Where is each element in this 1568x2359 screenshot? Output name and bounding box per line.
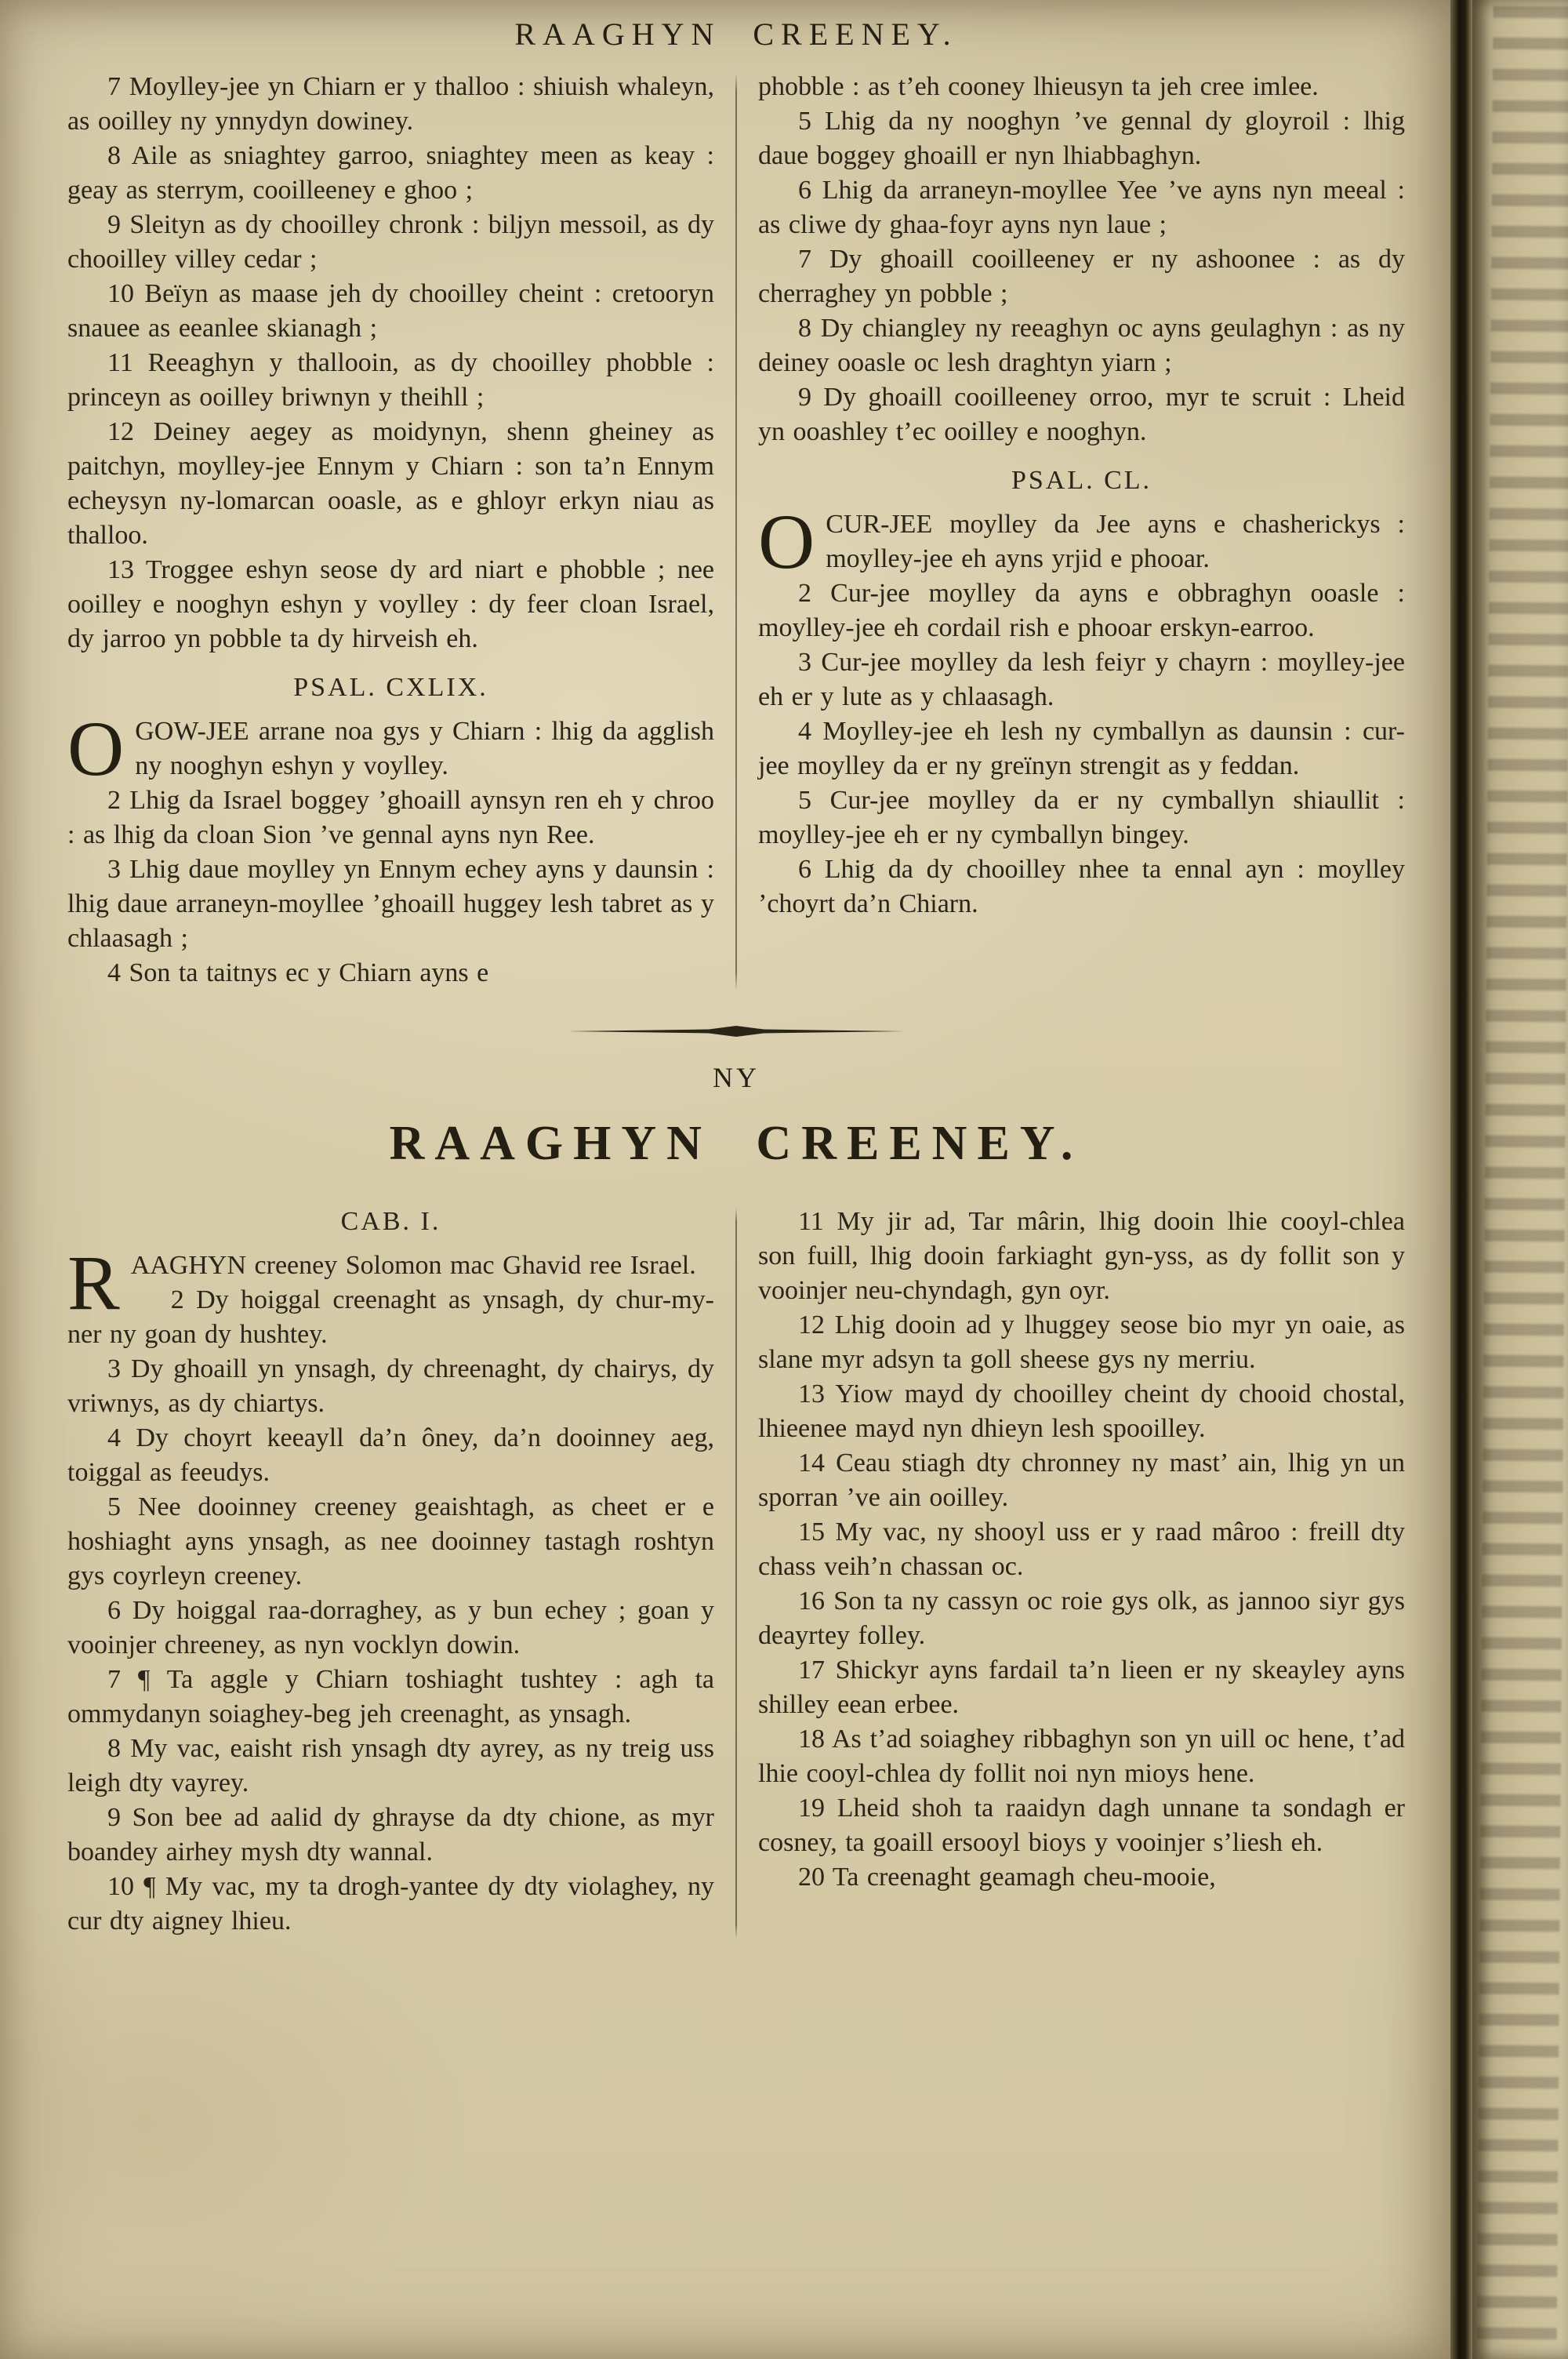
chapter-heading: CAB. I. — [340, 1207, 441, 1236]
verse: 12 Deiney aegey as moidynyn, shenn gheiney as paitchyn, moylley-jee Ennym y Chiarn : son ta’n Ennym echeysyn ny-lomarcan ooasle, as e ghloyr erkyn niau as thalloo. — [67, 417, 714, 550]
verse: 10 Beïyn as maase jeh dy chooilley cheint : cretooryn snauee as eeanlee skianagh ; — [67, 279, 714, 343]
verse: 3 Lhig daue moylley yn Ennym echey ayns y daunsin : lhig daue arraneyn-moyllee ’ghoaill huggey lesh tabret as y chlaasagh ; — [67, 855, 714, 953]
title-prefix: NY — [713, 1062, 760, 1093]
verse: 4 Son ta taitnys ec y Chiarn ayns e — [107, 958, 489, 987]
verse: 15 My vac, ny shooyl uss er y raad mâroo : freill dty chass veih’n chassan oc. — [758, 1518, 1405, 1581]
proverbs-right-column — [758, 1205, 1405, 1939]
drop-cap: R — [67, 1239, 120, 1326]
verse-continuation: phobble : as t’eh cooney lhieusyn ta jeh cree imlee. — [758, 72, 1319, 101]
verse: 4 Moylley-jee eh lesh ny cymballyn as daunsin : cur-jee moylley da er ny greïnyn strengit as y feddan. — [758, 717, 1405, 780]
verse: 8 Aile as sniaghtey garroo, sniaghtey meen as keay : geay as sterrym, cooilleeney e ghoo ; — [67, 141, 714, 205]
psalm-heading: PSAL. CXLIX. — [293, 673, 488, 702]
proverbs-section — [67, 1205, 1405, 1939]
proverbs-left-column — [67, 1205, 714, 1939]
page-gutter — [1450, 0, 1472, 2359]
verse: 18 As t’ad soiaghey ribbaghyn son yn uill oc hene, t’ad lhie cooyl-chlea dy follit noi nyn mioys hene. — [758, 1725, 1405, 1788]
section-divider-ornament — [67, 1025, 1405, 1038]
verse: 8 Dy chiangley ny reeaghyn oc ayns geulaghyn : as ny deiney ooasle oc lesh draghtyn yiarn ; — [758, 314, 1405, 377]
verse: 7 Dy ghoaill cooilleeney er ny ashoonee : as dy cherraghey yn pobble ; — [758, 245, 1405, 308]
psalm-heading: PSAL. CL. — [1011, 466, 1152, 495]
verse: 7 ¶ Ta aggle y Chiarn toshiaght tushtey : agh ta ommydanyn soiaghey-beg jeh creenaght, as ynsagh. — [67, 1665, 714, 1728]
verse: 9 Dy ghoaill cooilleeney orroo, myr te scruit : Lheid yn ooashley t’ec ooilley e nooghyn. — [758, 383, 1405, 446]
verse: 16 Son ta ny cassyn oc roie gys olk, as jannoo siyr gys deayrtey folley. — [758, 1587, 1405, 1650]
psalms-right-column — [758, 70, 1405, 990]
verse — [758, 498, 1405, 585]
verse: 19 Lheid shoh ta raaidyn dagh unnane ta sondagh er cosney, ta goaill ersooyl bioys y vooinjer s’liesh eh. — [758, 1794, 1405, 1857]
verse: 13 Yiow mayd dy chooilley cheint dy chooid chostal, lhieenee mayd nyn dhieyn lesh spooilley. — [758, 1379, 1405, 1443]
verse: 5 Cur-jee moylley da er ny cymballyn shiaullit : moylley-jee eh er ny cymballyn bingey. — [758, 786, 1405, 849]
psalms-left-column — [67, 70, 714, 990]
book-title: RAAGHYN CREENEY. — [389, 1117, 1083, 1170]
verse-text: GOW-JEE arrane noa gys y Chiarn : lhig da agglish ny nooghyn eshyn y voylley. — [135, 717, 714, 780]
verse: 3 Cur-jee moylley da lesh feiyr y chayrn : moylley-jee eh er y lute as y chlaasagh. — [758, 648, 1405, 711]
verse: 6 Lhig da arraneyn-moyllee Yee ’ve ayns nyn meeal : as cliwe dy ghaa-foyr ayns nyn laue ; — [758, 176, 1405, 239]
verse: 11 Reeaghyn y thallooin, as dy chooilley phobble : princeyn as ooilley briwnyn y theihll ; — [67, 348, 714, 412]
verse: 4 Dy choyrt keeayll da’n ôney, da’n dooinney aeg, toiggal as feeudys. — [67, 1423, 714, 1487]
verse: 3 Dy ghoaill yn ynsagh, dy chreenaght, dy chairys, dy vriwnys, as dy chiartys. — [67, 1354, 714, 1418]
verse: 20 Ta creenaght geamagh cheu-mooie, — [798, 1863, 1216, 1892]
running-head: RAAGHYN CREENEY. — [514, 16, 958, 52]
verse — [67, 705, 714, 792]
verse: 9 Son bee ad aalid dy ghrayse da dty chione, as myr boandey airhey mysh dty wannal. — [67, 1803, 714, 1866]
verse: 13 Troggee eshyn seose dy ard niart e phobble ; nee ooilley e nooghyn eshyn y voylley : dy feer cloan Israel, dy jarroo yn pobble ta dy hirveish eh. — [67, 555, 714, 653]
verse-text: CUR-JEE moylley da Jee ayns e chasherickys : moylley-jee eh ayns yrjid e phooar. — [826, 510, 1405, 573]
verse: 11 My jir ad, Tar mârin, lhig dooin lhie cooyl-chlea son fuill, lhig dooin farkiaght gyn-yss, as dy follit son y vooinjer neu-chyndagh, gyn oyr. — [758, 1207, 1405, 1305]
column-rule — [735, 73, 737, 990]
verse: 12 Lhig dooin ad y lhuggey seose bio myr yn oaie, as slane myr adsyn ta goll sheese gys ny merriu. — [758, 1310, 1405, 1374]
verse: 6 Dy hoiggal raa-dorraghey, as y bun echey ; goan y vooinjer chreeney, as nyn vocklyn dowin. — [67, 1596, 714, 1659]
adjacent-page-text-fragments — [1477, 6, 1568, 2354]
verse: 9 Sleityn as dy chooilley chronk : biljyn messoil, as dy chooilley villey cedar ; — [67, 210, 714, 274]
verse: 5 Lhig da ny nooghyn ’ve gennal dy gloyroil : lhig daue boggey ghoaill er nyn lhiabbaghyn. — [758, 107, 1405, 170]
verse: 14 Ceau stiagh dty chronney ny mast’ ain, lhig yn un sporran ’ve ain ooilley. — [758, 1448, 1405, 1512]
drop-cap: O — [67, 705, 125, 792]
verse-text: AAGHYN creeney Solomon mac Ghavid ree Israel. — [130, 1251, 696, 1280]
drop-cap: O — [758, 498, 815, 585]
column-rule — [735, 1208, 737, 1939]
verse: 2 Dy hoiggal creenaght as ynsagh, dy chur-my-ner ny goan dy hushtey. — [67, 1285, 714, 1349]
psalms-section — [67, 70, 1405, 990]
verse: 6 Lhig da dy chooilley nhee ta ennal ayn : moylley ’choyrt da’n Chiarn. — [758, 855, 1405, 918]
verse: 5 Nee dooinney creeney geaishtagh, as cheet er e hoshiaght ayns ynsagh, as nee dooinney tastagh roshtyn gys coyrleyn creeney. — [67, 1492, 714, 1590]
adjacent-page-edge — [1472, 0, 1568, 2359]
verse: 10 ¶ My vac, my ta drogh-yantee dy dty violaghey, ny cur dty aigney lhieu. — [67, 1872, 714, 1936]
verse: 7 Moylley-jee yn Chiarn er y thalloo : shiuish whaleyn, as ooilley ny ynnydyn dowiney. — [67, 72, 714, 136]
verse: 2 Cur-jee moylley da ayns e obbraghyn ooasle : moylley-jee eh cordail rish e phooar erskyn-earroo. — [758, 579, 1405, 642]
verse: 2 Lhig da Israel boggey ’ghoaill aynsyn ren eh y chroo : as lhig da cloan Sion ’ve gennal ayns nyn Ree. — [67, 786, 714, 849]
verse: 8 My vac, eaisht rish ynsagh dty ayrey, as ny treig uss leigh dty vayrey. — [67, 1734, 714, 1797]
verse: 17 Shickyr ayns fardail ta’n lieen er ny skeayley ayns shilley eean erbee. — [758, 1656, 1405, 1719]
